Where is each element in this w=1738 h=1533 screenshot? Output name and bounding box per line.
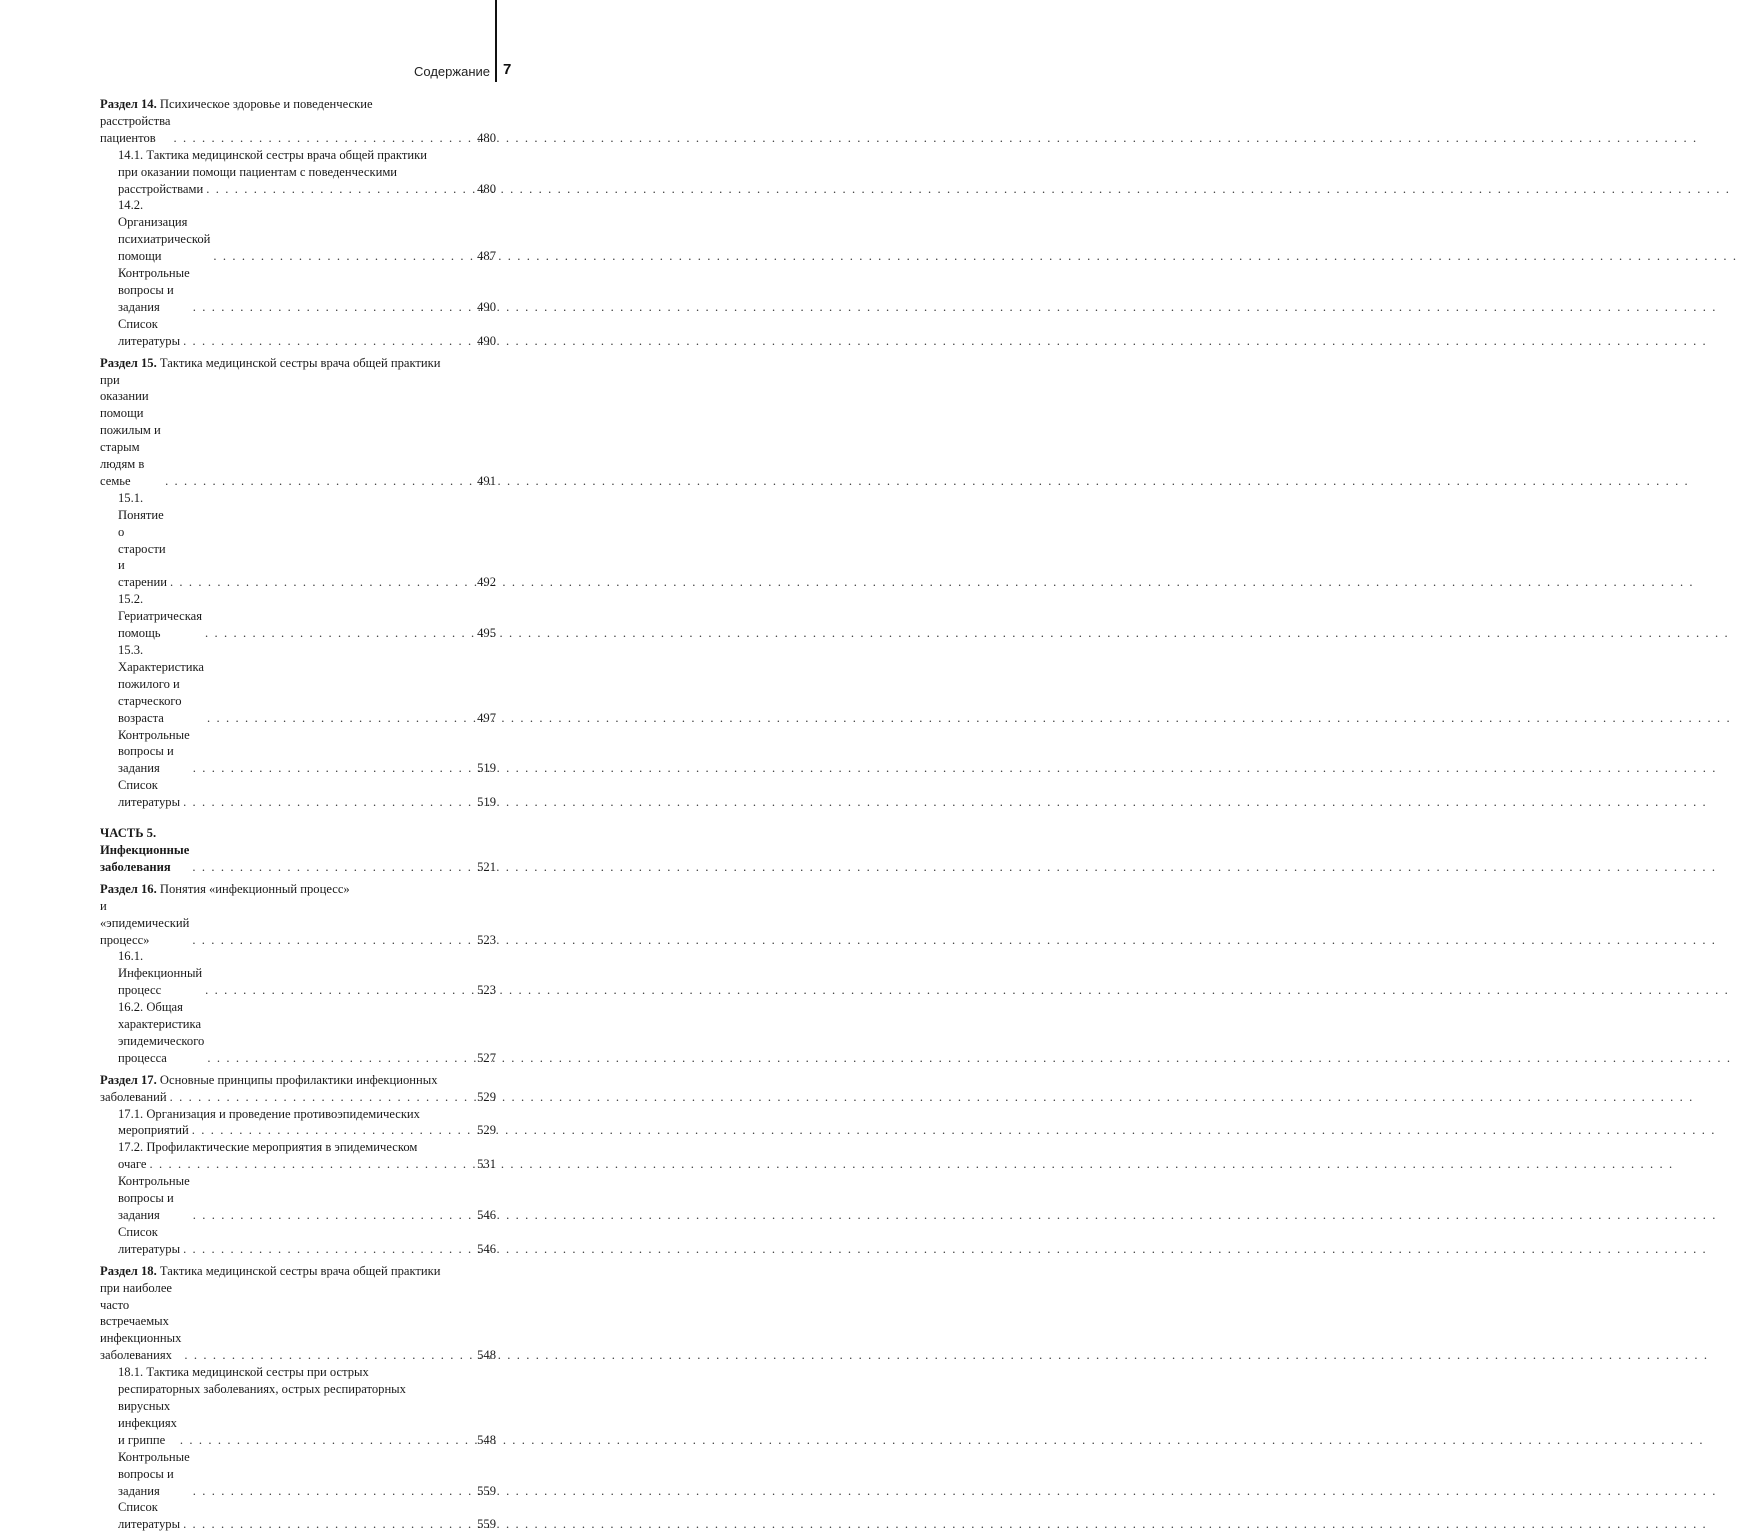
entry-text: 14.1. Тактика медицинской сестры врача общей практики [118,147,427,162]
entry-text: вирусных инфекциях и гриппе [118,1398,177,1447]
toc-entry[interactable] [100,1122,496,1139]
page-ref: 521 [477,859,496,874]
toc-section-15 [100,355,496,811]
leader-dots [193,1483,474,1500]
toc-entry[interactable] [100,1156,496,1173]
toc-entry[interactable] [100,372,496,490]
leader-dots [165,473,474,490]
page-ref: 559 [477,1483,496,1498]
toc-entry[interactable] [100,591,496,642]
toc-entry[interactable] [100,898,496,949]
entry-text: 18.1. Тактика медицинской сестры при острых [118,1365,369,1380]
leader-dots [205,982,474,999]
leader-dots [183,333,474,350]
leader-dots [183,1516,474,1533]
leader-dots [207,1050,474,1067]
page-ref: 490 [477,299,496,314]
toc-entry[interactable] [100,948,496,999]
toc-section-14 [100,96,496,350]
entry-text: 15.1. Понятие о старости и старении [118,490,167,590]
leader-dots [183,794,474,811]
section-label: Раздел 16. [100,881,157,896]
page-number: 7 [503,61,512,78]
toc-entry[interactable] [100,1089,496,1106]
entry-text: респираторных заболеваниях, острых респираторных [118,1382,406,1397]
entry-text: 16.2. Общая характеристика эпидемического процесса [118,1000,205,1065]
page-ref: 523 [477,932,496,947]
toc-entry[interactable] [100,1224,496,1258]
entry-text: Контрольные вопросы и задания [118,727,190,776]
section-title-line: и «эпидемический процесс» [100,898,190,947]
toc-entry[interactable] [100,642,496,727]
leader-dots [193,760,474,777]
entry-text: очаге [118,1157,147,1172]
leader-dots [192,859,474,876]
page-ref: 519 [477,795,496,810]
entry-text: расстройствами [118,181,204,196]
toc-entry[interactable] [100,181,496,198]
page-ref: 492 [477,575,496,590]
section-label: Раздел 15. [100,355,157,370]
page-ref: 559 [477,1517,496,1532]
page-ref: 546 [477,1208,496,1222]
table-of-contents [100,96,496,1533]
page-ref: 531 [477,1157,496,1172]
toc-entry[interactable] [100,316,496,350]
page-ref: 480 [477,130,496,145]
running-title: Содержание [414,64,490,79]
section-title-line: при оказании помощи пожилым и старым людям в семье [100,372,161,488]
toc-section-16 [100,881,496,1067]
leader-dots [206,181,474,198]
entry-text: 17.2. Профилактические мероприятия в эпидемическом [118,1140,418,1155]
leader-dots [170,1089,475,1106]
toc-entry[interactable] [100,1499,496,1533]
section-title-line: при наиболее часто встречаемых инфекционных заболеваниях [100,1280,182,1363]
toc-section-17 [100,1072,496,1258]
section-title-line: Основные принципы профилактики инфекционных [159,1072,438,1087]
section-title-line: Тактика медицинской сестры врача общей практики [159,1263,441,1278]
section-title-line: заболеваний [100,1089,167,1104]
toc-entry[interactable] [100,1173,496,1224]
section-title-line: Тактика медицинской сестры врача общей практики [159,355,441,370]
entry-text: Список литературы [118,1500,181,1532]
entry-text: Контрольные вопросы и задания [118,266,190,314]
page-ref: 487 [477,249,496,264]
page-ref: 497 [477,710,496,725]
leader-dots [183,1241,474,1258]
section-title-line: Психическое здоровье и поведенческие [159,97,373,111]
section-title-line: Понятия «инфекционный процесс» [159,881,350,896]
toc-entry[interactable] [100,1449,496,1500]
entry-text: 15.2. Гериатрическая помощь [118,592,203,641]
page-ref: 480 [477,181,496,196]
entry-text: 16.1. Инфекционный процесс [118,949,203,998]
leader-dots [192,932,474,949]
toc-section-18 [100,1263,496,1533]
leader-dots [170,574,474,591]
toc-part-5[interactable] [100,825,496,876]
page-ref: 548 [477,1348,496,1363]
entry-text: мероприятий [118,1123,189,1138]
toc-entry[interactable] [100,490,496,591]
page-ref: 519 [477,761,496,776]
entry-text: Контрольные вопросы и задания [118,1174,190,1222]
page-ref: 546 [477,1241,496,1256]
entry-text: 14.2. Организация психиатрической помощи [118,198,211,264]
page-ref: 529 [477,1089,496,1104]
leader-dots [207,710,474,727]
section-label: Раздел 18. [100,1263,157,1278]
leader-dots [192,1122,474,1139]
leader-dots [205,625,474,642]
leader-dots [149,1156,474,1173]
page-ref: 523 [477,983,496,998]
leader-dots [184,1347,474,1364]
toc-entry[interactable] [100,727,496,778]
page-ref: 490 [477,333,496,348]
entry-text: Список литературы [118,1224,181,1256]
entry-text: 17.1. Организация и проведение противоэпидемических [118,1106,420,1121]
leader-dots [193,299,474,316]
entry-text: Список литературы [118,778,181,810]
page-ref: 495 [477,626,496,641]
part-title: ЧАСТЬ 5. Инфекционные заболевания [100,826,190,874]
entry-text: Список литературы [118,316,181,348]
entry-text: Контрольные вопросы и задания [118,1449,190,1498]
header-rule [495,0,497,82]
page-ref: 529 [477,1123,496,1138]
section-label: Раздел 14. [100,97,157,111]
toc-entry[interactable] [100,1398,496,1449]
entry-text: 15.3. Характеристика пожилого и старческого возраста [118,643,205,725]
toc-entry[interactable] [100,1280,496,1365]
leader-dots [213,248,474,265]
entry-text: при оказании помощи пациентам с поведенческими [118,164,398,179]
page-ref: 491 [477,473,496,488]
toc-entry[interactable] [100,999,496,1067]
toc-entry[interactable] [100,265,496,316]
leader-dots [193,1207,474,1224]
toc-entry[interactable] [100,113,496,147]
leader-dots [180,1432,474,1449]
section-title-line: расстройства пациентов [100,113,171,145]
page-ref: 527 [477,1050,496,1065]
toc-entry[interactable] [100,777,496,811]
leader-dots [174,130,475,147]
toc-entry[interactable] [100,197,496,265]
page-ref: 548 [477,1432,496,1447]
section-label: Раздел 17. [100,1072,157,1087]
